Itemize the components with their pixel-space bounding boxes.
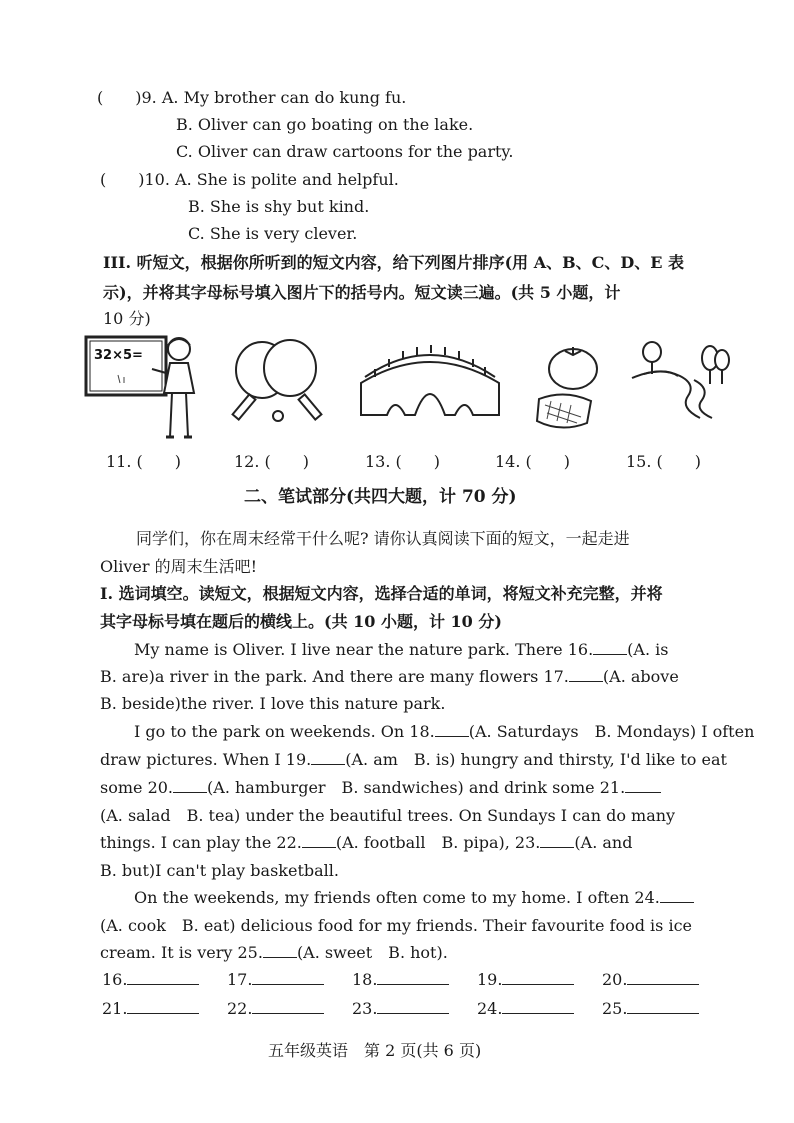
q10-number: ( )10. — [100, 170, 170, 189]
part3-instruction-line2: 示)，并将其字母标号填入图片下的括号内。短文读三遍。(共 5 小题，计 — [103, 283, 621, 302]
section1-instruction-line1: I. 选词填空。读短文，根据短文内容，选择合适的单词，将短文补充完整，并将 — [100, 584, 663, 603]
answer-20: 20. — [602, 970, 727, 989]
intro-line1: 同学们，你在周末经常干什么呢? 请你认真阅读下面的短文，一起走进 — [136, 529, 630, 548]
answer-17: 17. — [227, 970, 352, 989]
blank-17[interactable] — [569, 667, 603, 682]
q10-option-a: A. She is polite and helpful. — [175, 170, 399, 189]
part3-instruction-line3: 10 分) — [103, 309, 151, 328]
q10-row-a — [100, 169, 399, 191]
blank-16[interactable] — [593, 640, 627, 655]
passage-line: B. beside)the river. I love this nature park. — [100, 694, 446, 713]
written-section-heading: 二、笔试部分(共四大题，计 70 分) — [244, 487, 517, 507]
q10-option-b: B. She is shy but kind. — [188, 197, 370, 216]
q10-option-c: C. She is very clever. — [188, 224, 358, 243]
section1-instruction-line2: 其字母标号填在题后的横线上。(共 10 小题，计 10 分) — [100, 612, 502, 631]
passage-line: some 20. (A. hamburger B. sandwiches) and drink some 21. — [100, 777, 661, 799]
caption-14: 14. ( ) — [495, 452, 571, 471]
answer-17-line[interactable] — [252, 970, 324, 985]
teacher-blackboard-picture — [84, 333, 204, 443]
passage-line: things. I can play the 22. (A. football B. pipa), 23. (A. and — [100, 833, 633, 852]
answer-20-line[interactable] — [627, 970, 699, 985]
answer-19: 19. — [477, 970, 602, 989]
tomato-and-steak-picture — [525, 343, 615, 435]
passage-line: On the weekends, my friends often come to my home. I often 24. — [134, 887, 694, 909]
intro-line2: Oliver 的周末生活吧! — [100, 557, 258, 576]
answer-25-line[interactable] — [627, 999, 699, 1014]
q9-row-a — [97, 87, 406, 109]
passage-line: draw pictures. When I 19. (A. am B. is) hungry and thirsty, I'd like to eat — [100, 750, 727, 769]
answer-19-line[interactable] — [502, 970, 574, 985]
answer-18-line[interactable] — [377, 970, 449, 985]
passage-line: B. but)I can't play basketball. — [100, 861, 339, 880]
answer-18: 18. — [352, 970, 477, 989]
answer-23-line[interactable] — [377, 999, 449, 1014]
answer-22-line[interactable] — [252, 999, 324, 1014]
part3-instruction-line1: III. 听短文，根据你所听到的短文内容，给下列图片排序(用 A、B、C、D、E 表 — [103, 253, 685, 272]
passage-line: (A. cook B. eat) delicious food for my friends. Their favourite food is ice — [100, 916, 692, 935]
answer-16-line[interactable] — [127, 970, 199, 985]
answer-25: 25. — [602, 999, 727, 1018]
blank-19[interactable] — [311, 750, 345, 765]
passage-line: cream. It is very 25. (A. sweet B. hot). — [100, 943, 448, 962]
q9-option-c: C. Oliver can draw cartoons for the party. — [176, 142, 514, 161]
blank-20[interactable] — [173, 778, 207, 793]
answer-21-line[interactable] — [127, 999, 199, 1014]
blank-24[interactable] — [660, 888, 694, 903]
blank-21[interactable] — [625, 778, 661, 793]
answer-16: 16. — [102, 970, 227, 989]
answer-row-2 — [102, 999, 727, 1018]
caption-15: 15. ( ) — [626, 452, 702, 471]
answer-22: 22. — [227, 999, 352, 1018]
blank-22[interactable] — [302, 833, 336, 848]
passage-line: My name is Oliver. I live near the nature park. There 16. (A. is — [134, 640, 669, 659]
q9-number: ( )9. — [97, 88, 157, 107]
ping-pong-picture — [228, 338, 328, 428]
caption-11: 11. ( ) — [106, 452, 182, 471]
caption-12: 12. ( ) — [234, 452, 310, 471]
passage-line: I go to the park on weekends. On 18. (A. Saturdays B. Mondays) I often — [134, 722, 755, 741]
blank-23[interactable] — [540, 833, 574, 848]
caption-13: 13. ( ) — [365, 452, 441, 471]
answer-23: 23. — [352, 999, 477, 1018]
blank-18[interactable] — [435, 722, 469, 737]
blank-25[interactable] — [263, 943, 297, 958]
answer-24: 24. — [477, 999, 602, 1018]
passage-line: (A. salad B. tea) under the beautiful trees. On Sundays I can do many — [100, 806, 676, 825]
river-landscape-picture — [630, 340, 735, 420]
page-footer: 五年级英语 第 2 页(共 6 页) — [268, 1041, 482, 1060]
stone-bridge-picture — [355, 343, 505, 423]
answer-row-1 — [102, 970, 727, 989]
board-equation: 32×5= — [94, 348, 143, 363]
passage-line: B. are)a river in the park. And there are many flowers 17. (A. above — [100, 667, 679, 686]
answer-24-line[interactable] — [502, 999, 574, 1014]
q9-option-b: B. Oliver can go boating on the lake. — [176, 115, 474, 134]
q9-option-a: A. My brother can do kung fu. — [161, 88, 407, 107]
answer-21: 21. — [102, 999, 227, 1018]
